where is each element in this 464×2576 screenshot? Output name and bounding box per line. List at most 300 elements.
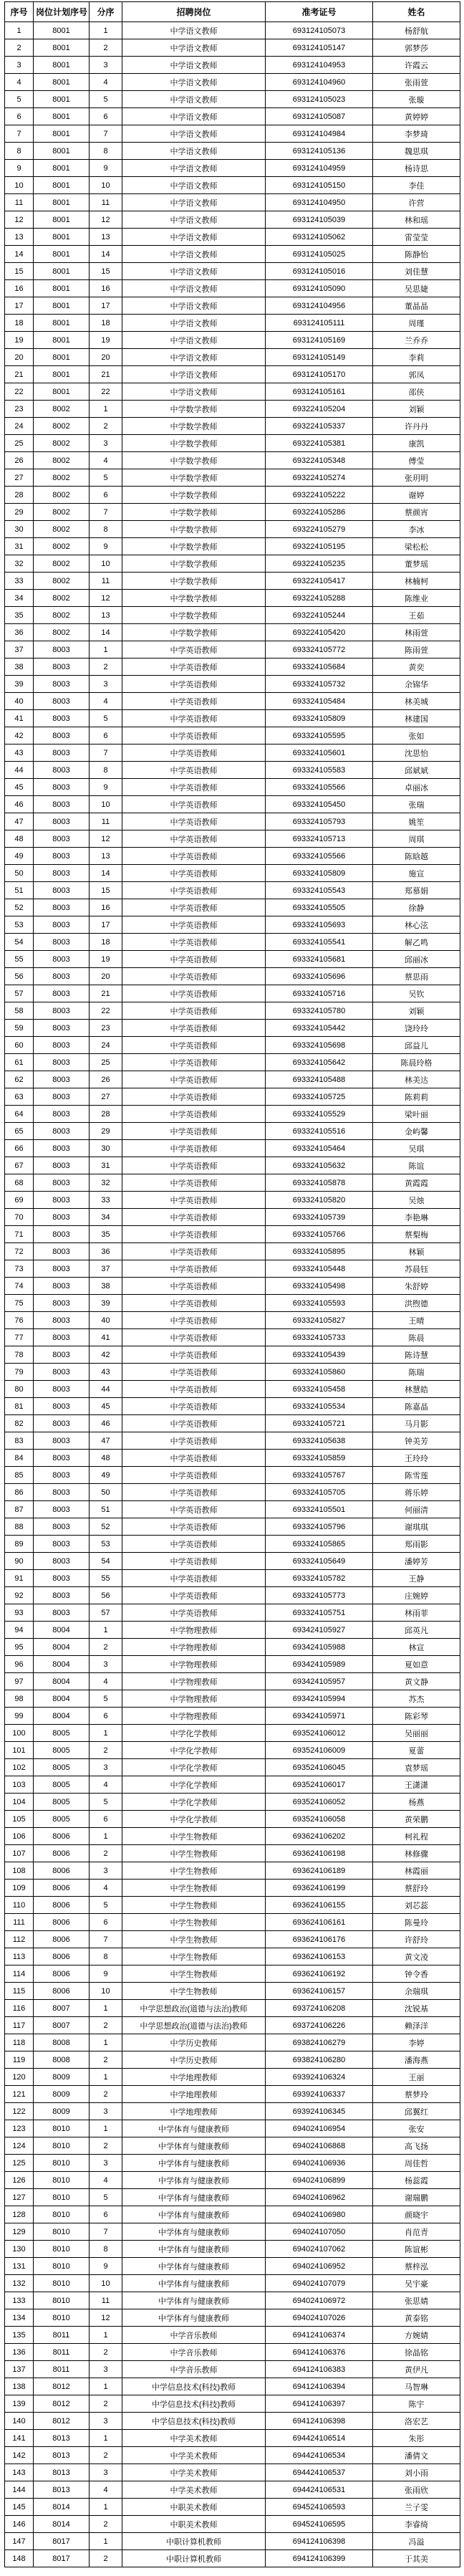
cell-index: 118 xyxy=(5,2034,34,2051)
cell-position: 中学英语教师 xyxy=(122,1243,266,1260)
cell-rank: 39 xyxy=(90,1295,122,1312)
cell-index: 101 xyxy=(5,1742,34,1759)
cell-plan-number: 8003 xyxy=(34,641,90,659)
cell-index: 96 xyxy=(5,1656,34,1673)
header-rank: 分序 xyxy=(90,2,122,22)
cell-rank: 40 xyxy=(90,1312,122,1329)
cell-name: 陈宇 xyxy=(373,2395,460,2413)
cell-rank: 3 xyxy=(90,2103,122,2120)
table-row xyxy=(5,39,460,57)
cell-plan-number: 8001 xyxy=(34,57,90,74)
cell-name: 陈雪莲 xyxy=(373,1467,460,1484)
cell-name: 张雨萱 xyxy=(373,74,460,91)
cell-plan-number: 8002 xyxy=(34,401,90,418)
cell-plan-number: 8010 xyxy=(34,2258,90,2275)
table-row xyxy=(5,1983,460,2000)
cell-index: 133 xyxy=(5,2292,34,2309)
cell-ticket-number: 694024107050 xyxy=(266,2223,373,2241)
cell-name: 陈谊 xyxy=(373,1157,460,1174)
cell-plan-number: 8001 xyxy=(34,332,90,349)
cell-position: 中学英语教师 xyxy=(122,934,266,951)
cell-ticket-number: 694124106397 xyxy=(266,2395,373,2413)
cell-ticket-number: 693224105244 xyxy=(266,607,373,624)
table-row xyxy=(5,1587,460,1604)
cell-index: 104 xyxy=(5,1794,34,1811)
cell-ticket-number: 693324105766 xyxy=(266,1226,373,1243)
cell-plan-number: 8010 xyxy=(34,2275,90,2292)
cell-plan-number: 8003 xyxy=(34,1312,90,1329)
cell-name: 吴烛 xyxy=(373,1192,460,1209)
cell-plan-number: 8010 xyxy=(34,2155,90,2172)
cell-name: 梁叶丽 xyxy=(373,1106,460,1123)
cell-index: 123 xyxy=(5,2120,34,2137)
cell-ticket-number: 693324105772 xyxy=(266,641,373,659)
cell-index: 120 xyxy=(5,2069,34,2086)
cell-position: 中学数学教师 xyxy=(122,401,266,418)
cell-ticket-number: 693324105450 xyxy=(266,796,373,813)
table-row xyxy=(5,1329,460,1346)
cell-rank: 19 xyxy=(90,332,122,349)
cell-ticket-number: 693224105286 xyxy=(266,504,373,521)
table-row xyxy=(5,1415,460,1432)
cell-index: 1 xyxy=(5,22,34,39)
cell-index: 122 xyxy=(5,2103,34,2120)
cell-rank: 23 xyxy=(90,1020,122,1037)
cell-ticket-number: 693124105039 xyxy=(266,211,373,229)
cell-index: 107 xyxy=(5,1845,34,1862)
table-row xyxy=(5,573,460,590)
cell-plan-number: 8003 xyxy=(34,916,90,934)
table-row xyxy=(5,1862,460,1880)
cell-ticket-number: 693424105994 xyxy=(266,1690,373,1708)
table-row xyxy=(5,2017,460,2034)
cell-name: 黄奕 xyxy=(373,659,460,676)
cell-ticket-number: 693524106045 xyxy=(266,1759,373,1776)
cell-name: 蔡思雨 xyxy=(373,968,460,985)
cell-plan-number: 8008 xyxy=(34,2051,90,2069)
cell-name: 林楠柯 xyxy=(373,573,460,590)
cell-name: 陈维业 xyxy=(373,590,460,607)
cell-rank: 27 xyxy=(90,1088,122,1106)
cell-plan-number: 8006 xyxy=(34,1828,90,1845)
table-row xyxy=(5,1432,460,1450)
cell-ticket-number: 693524106017 xyxy=(266,1776,373,1794)
cell-index: 3 xyxy=(5,57,34,74)
cell-name: 康凯 xyxy=(373,435,460,452)
cell-index: 63 xyxy=(5,1088,34,1106)
cell-position: 中学语文教师 xyxy=(122,177,266,194)
cell-position: 中学数学教师 xyxy=(122,452,266,469)
cell-index: 18 xyxy=(5,315,34,332)
cell-plan-number: 8013 xyxy=(34,2481,90,2499)
cell-name: 谢瑞鹏 xyxy=(373,2189,460,2206)
cell-rank: 6 xyxy=(90,727,122,744)
cell-plan-number: 8007 xyxy=(34,2000,90,2017)
cell-position: 中学数学教师 xyxy=(122,521,266,538)
cell-index: 65 xyxy=(5,1123,34,1140)
cell-rank: 1 xyxy=(90,2533,122,2550)
cell-position: 中学英语教师 xyxy=(122,1037,266,1054)
cell-ticket-number: 693324105859 xyxy=(266,1450,373,1467)
cell-ticket-number: 693324105827 xyxy=(266,1312,373,1329)
cell-name: 刘颖 xyxy=(373,1002,460,1020)
cell-rank: 3 xyxy=(90,2464,122,2481)
cell-index: 26 xyxy=(5,452,34,469)
cell-name: 许霞云 xyxy=(373,57,460,74)
cell-name: 兰乔乔 xyxy=(373,332,460,349)
cell-name: 许营 xyxy=(373,194,460,211)
table-row xyxy=(5,1553,460,1570)
cell-position: 中学生物教师 xyxy=(122,1931,266,1948)
cell-ticket-number: 693324105773 xyxy=(266,1587,373,1604)
table-row xyxy=(5,2516,460,2533)
cell-ticket-number: 694024106952 xyxy=(266,2258,373,2275)
cell-plan-number: 8003 xyxy=(34,968,90,985)
cell-rank: 4 xyxy=(90,74,122,91)
table-row xyxy=(5,1931,460,1948)
cell-plan-number: 8001 xyxy=(34,91,90,108)
cell-name: 方婉婧 xyxy=(373,2327,460,2344)
cell-ticket-number: 693624106176 xyxy=(266,1931,373,1948)
table-row xyxy=(5,1381,460,1398)
table-row xyxy=(5,1776,460,1794)
cell-plan-number: 8006 xyxy=(34,1948,90,1965)
cell-index: 99 xyxy=(5,1708,34,1725)
cell-rank: 24 xyxy=(90,1037,122,1054)
cell-position: 中学语文教师 xyxy=(122,160,266,177)
cell-plan-number: 8001 xyxy=(34,22,90,39)
cell-plan-number: 8017 xyxy=(34,2550,90,2567)
table-row xyxy=(5,1209,460,1226)
cell-plan-number: 8010 xyxy=(34,2241,90,2258)
cell-index: 70 xyxy=(5,1209,34,1226)
cell-rank: 1 xyxy=(90,2378,122,2395)
cell-position: 中学英语教师 xyxy=(122,1260,266,1278)
table-row xyxy=(5,2000,460,2017)
cell-index: 56 xyxy=(5,968,34,985)
cell-position: 中学英语教师 xyxy=(122,1192,266,1209)
table-row xyxy=(5,194,460,211)
cell-name: 马月影 xyxy=(373,1415,460,1432)
cell-name: 王茹 xyxy=(373,607,460,624)
cell-rank: 13 xyxy=(90,607,122,624)
cell-ticket-number: 693124105062 xyxy=(266,229,373,246)
cell-ticket-number: 693624106202 xyxy=(266,1828,373,1845)
cell-name: 陈彩琴 xyxy=(373,1708,460,1725)
cell-name: 黄婷婷 xyxy=(373,108,460,125)
table-row xyxy=(5,710,460,727)
cell-ticket-number: 694024106954 xyxy=(266,2120,373,2137)
cell-rank: 8 xyxy=(90,1948,122,1965)
cell-name: 苏晨钰 xyxy=(373,1260,460,1278)
cell-rank: 44 xyxy=(90,1381,122,1398)
cell-position: 中学物理教师 xyxy=(122,1639,266,1656)
cell-position: 中学英语教师 xyxy=(122,1329,266,1346)
cell-plan-number: 8003 xyxy=(34,1587,90,1604)
cell-ticket-number: 693324105583 xyxy=(266,762,373,779)
cell-plan-number: 8004 xyxy=(34,1673,90,1690)
cell-ticket-number: 694124106398 xyxy=(266,2533,373,2550)
cell-name: 黄荣鹏 xyxy=(373,1811,460,1828)
cell-name: 陈晨玲格 xyxy=(373,1054,460,1071)
cell-name: 黄泰铭 xyxy=(373,2309,460,2327)
cell-ticket-number: 693524106012 xyxy=(266,1725,373,1742)
cell-plan-number: 8003 xyxy=(34,710,90,727)
cell-position: 中学体育与健康教师 xyxy=(122,2309,266,2327)
cell-position: 中学英语教师 xyxy=(122,744,266,762)
cell-ticket-number: 693224105274 xyxy=(266,469,373,487)
table-row xyxy=(5,1002,460,1020)
cell-plan-number: 8010 xyxy=(34,2206,90,2223)
cell-position: 中学英语教师 xyxy=(122,1467,266,1484)
cell-ticket-number: 693124105025 xyxy=(266,246,373,263)
cell-index: 69 xyxy=(5,1192,34,1209)
cell-position: 中学英语教师 xyxy=(122,1381,266,1398)
cell-rank: 8 xyxy=(90,2241,122,2258)
table-row xyxy=(5,1174,460,1192)
cell-position: 中学物理教师 xyxy=(122,1673,266,1690)
table-row xyxy=(5,1845,460,1862)
table-row xyxy=(5,452,460,469)
cell-plan-number: 8011 xyxy=(34,2344,90,2361)
cell-index: 35 xyxy=(5,607,34,624)
cell-rank: 33 xyxy=(90,1192,122,1209)
table-row xyxy=(5,538,460,555)
cell-position: 中学语文教师 xyxy=(122,229,266,246)
cell-index: 94 xyxy=(5,1622,34,1639)
table-row xyxy=(5,1570,460,1587)
cell-rank: 3 xyxy=(90,2413,122,2430)
cell-index: 81 xyxy=(5,1398,34,1415)
cell-name: 沈锐基 xyxy=(373,2000,460,2017)
cell-plan-number: 8010 xyxy=(34,2120,90,2137)
cell-name: 卓丽冰 xyxy=(373,779,460,796)
cell-ticket-number: 693324105534 xyxy=(266,1398,373,1415)
cell-index: 24 xyxy=(5,418,34,435)
cell-rank: 10 xyxy=(90,177,122,194)
cell-rank: 2 xyxy=(90,2516,122,2533)
table-row xyxy=(5,1088,460,1106)
cell-name: 王晴 xyxy=(373,1312,460,1329)
cell-plan-number: 8007 xyxy=(34,2017,90,2034)
cell-rank: 16 xyxy=(90,899,122,916)
cell-index: 73 xyxy=(5,1260,34,1278)
cell-index: 75 xyxy=(5,1295,34,1312)
table-row xyxy=(5,1226,460,1243)
cell-plan-number: 8003 xyxy=(34,1192,90,1209)
cell-rank: 5 xyxy=(90,2189,122,2206)
cell-name: 周瑾 xyxy=(373,315,460,332)
cell-ticket-number: 693324105448 xyxy=(266,1260,373,1278)
cell-index: 47 xyxy=(5,813,34,830)
cell-plan-number: 8001 xyxy=(34,229,90,246)
cell-position: 中学英语教师 xyxy=(122,1312,266,1329)
cell-ticket-number: 693324105716 xyxy=(266,985,373,1002)
table-row xyxy=(5,848,460,865)
cell-plan-number: 8003 xyxy=(34,1020,90,1037)
cell-ticket-number: 693324105782 xyxy=(266,1570,373,1587)
cell-plan-number: 8001 xyxy=(34,125,90,143)
cell-ticket-number: 694024106962 xyxy=(266,2189,373,2206)
cell-plan-number: 8003 xyxy=(34,1381,90,1398)
cell-rank: 56 xyxy=(90,1587,122,1604)
cell-name: 张安 xyxy=(373,2120,460,2137)
cell-index: 141 xyxy=(5,2430,34,2447)
cell-rank: 49 xyxy=(90,1467,122,1484)
cell-name: 郑慕娟 xyxy=(373,882,460,899)
cell-name: 潘海燕 xyxy=(373,2051,460,2069)
cell-ticket-number: 693324105713 xyxy=(266,830,373,848)
cell-plan-number: 8001 xyxy=(34,315,90,332)
table-row xyxy=(5,1140,460,1157)
cell-position: 中学英语教师 xyxy=(122,1071,266,1088)
cell-plan-number: 8012 xyxy=(34,2395,90,2413)
cell-rank: 4 xyxy=(90,1776,122,1794)
cell-plan-number: 8010 xyxy=(34,2137,90,2155)
cell-ticket-number: 693324105642 xyxy=(266,1054,373,1071)
cell-plan-number: 8003 xyxy=(34,1140,90,1157)
cell-index: 131 xyxy=(5,2258,34,2275)
cell-position: 中学英语教师 xyxy=(122,1501,266,1518)
cell-index: 57 xyxy=(5,985,34,1002)
cell-index: 21 xyxy=(5,366,34,383)
cell-name: 郑雨影 xyxy=(373,1536,460,1553)
cell-position: 中学生物教师 xyxy=(122,1897,266,1914)
cell-plan-number: 8003 xyxy=(34,1536,90,1553)
cell-ticket-number: 693824106279 xyxy=(266,2034,373,2051)
cell-ticket-number: 693124105073 xyxy=(266,22,373,39)
cell-position: 中学语文教师 xyxy=(122,349,266,366)
cell-name: 邱益儿 xyxy=(373,1037,460,1054)
table-row xyxy=(5,1708,460,1725)
cell-position: 中学英语教师 xyxy=(122,1415,266,1432)
cell-rank: 57 xyxy=(90,1604,122,1622)
cell-index: 102 xyxy=(5,1759,34,1776)
cell-position: 中学英语教师 xyxy=(122,1140,266,1157)
cell-rank: 11 xyxy=(90,2292,122,2309)
cell-rank: 53 xyxy=(90,1536,122,1553)
table-row xyxy=(5,2189,460,2206)
cell-rank: 1 xyxy=(90,2069,122,2086)
cell-rank: 13 xyxy=(90,848,122,865)
cell-position: 中职美术教师 xyxy=(122,2499,266,2516)
cell-position: 中学音乐教师 xyxy=(122,2327,266,2344)
cell-position: 中学英语教师 xyxy=(122,865,266,882)
cell-index: 112 xyxy=(5,1931,34,1948)
table-row xyxy=(5,263,460,280)
cell-plan-number: 8006 xyxy=(34,1897,90,1914)
cell-plan-number: 8001 xyxy=(34,263,90,280)
cell-position: 中学英语教师 xyxy=(122,1123,266,1140)
cell-name: 杨燕 xyxy=(373,1794,460,1811)
table-row xyxy=(5,1604,460,1622)
table-row xyxy=(5,1020,460,1037)
cell-index: 106 xyxy=(5,1828,34,1845)
cell-plan-number: 8003 xyxy=(34,1398,90,1415)
cell-plan-number: 8013 xyxy=(34,2447,90,2464)
cell-ticket-number: 693324105705 xyxy=(266,1484,373,1501)
cell-position: 中学信息技术(科技)教师 xyxy=(122,2378,266,2395)
cell-plan-number: 8003 xyxy=(34,865,90,882)
cell-ticket-number: 694024106980 xyxy=(266,2206,373,2223)
cell-rank: 34 xyxy=(90,1209,122,1226)
cell-rank: 21 xyxy=(90,985,122,1002)
cell-index: 49 xyxy=(5,848,34,865)
table-row xyxy=(5,1673,460,1690)
table-row xyxy=(5,1037,460,1054)
table-row xyxy=(5,659,460,676)
table-row xyxy=(5,383,460,401)
cell-name: 李莉 xyxy=(373,349,460,366)
cell-rank: 3 xyxy=(90,1656,122,1673)
cell-plan-number: 8003 xyxy=(34,1123,90,1140)
cell-name: 施宣 xyxy=(373,865,460,882)
cell-rank: 2 xyxy=(90,2550,122,2567)
cell-plan-number: 8002 xyxy=(34,452,90,469)
cell-ticket-number: 693324105698 xyxy=(266,1037,373,1054)
cell-index: 127 xyxy=(5,2189,34,2206)
cell-position: 中学英语教师 xyxy=(122,1295,266,1312)
cell-ticket-number: 693324105595 xyxy=(266,727,373,744)
table-row xyxy=(5,2499,460,2516)
cell-rank: 6 xyxy=(90,487,122,504)
cell-plan-number: 8009 xyxy=(34,2086,90,2103)
cell-ticket-number: 693124104956 xyxy=(266,297,373,315)
cell-plan-number: 8002 xyxy=(34,521,90,538)
cell-plan-number: 8010 xyxy=(34,2189,90,2206)
cell-name: 钟令香 xyxy=(373,1965,460,1983)
cell-name: 梁松松 xyxy=(373,538,460,555)
table-row xyxy=(5,2292,460,2309)
table-row xyxy=(5,2550,460,2567)
cell-ticket-number: 693324105442 xyxy=(266,1020,373,1037)
cell-ticket-number: 694024106868 xyxy=(266,2137,373,2155)
cell-index: 140 xyxy=(5,2413,34,2430)
cell-index: 86 xyxy=(5,1484,34,1501)
cell-plan-number: 8012 xyxy=(34,2413,90,2430)
cell-index: 32 xyxy=(5,555,34,573)
cell-name: 杨诗思 xyxy=(373,160,460,177)
cell-ticket-number: 693124104984 xyxy=(266,125,373,143)
cell-position: 中学化学教师 xyxy=(122,1725,266,1742)
cell-index: 43 xyxy=(5,744,34,762)
table-row xyxy=(5,332,460,349)
cell-rank: 4 xyxy=(90,1880,122,1897)
cell-position: 中学英语教师 xyxy=(122,813,266,830)
cell-position: 中学信息技术(科技)教师 xyxy=(122,2395,266,2413)
cell-index: 58 xyxy=(5,1002,34,1020)
cell-plan-number: 8005 xyxy=(34,1725,90,1742)
cell-plan-number: 8002 xyxy=(34,469,90,487)
cell-position: 中学英语教师 xyxy=(122,968,266,985)
cell-plan-number: 8004 xyxy=(34,1622,90,1639)
cell-rank: 2 xyxy=(90,2344,122,2361)
cell-position: 中学英语教师 xyxy=(122,1587,266,1604)
cell-index: 85 xyxy=(5,1467,34,1484)
cell-position: 中学英语教师 xyxy=(122,1398,266,1415)
cell-index: 46 xyxy=(5,796,34,813)
cell-ticket-number: 693524106058 xyxy=(266,1811,373,1828)
cell-ticket-number: 693424105927 xyxy=(266,1622,373,1639)
cell-plan-number: 8001 xyxy=(34,39,90,57)
cell-index: 97 xyxy=(5,1673,34,1690)
cell-rank: 26 xyxy=(90,1071,122,1088)
cell-rank: 9 xyxy=(90,779,122,796)
cell-position: 中学体育与健康教师 xyxy=(122,2189,266,2206)
table-row xyxy=(5,349,460,366)
table-body xyxy=(5,22,460,2567)
cell-rank: 2 xyxy=(90,2395,122,2413)
